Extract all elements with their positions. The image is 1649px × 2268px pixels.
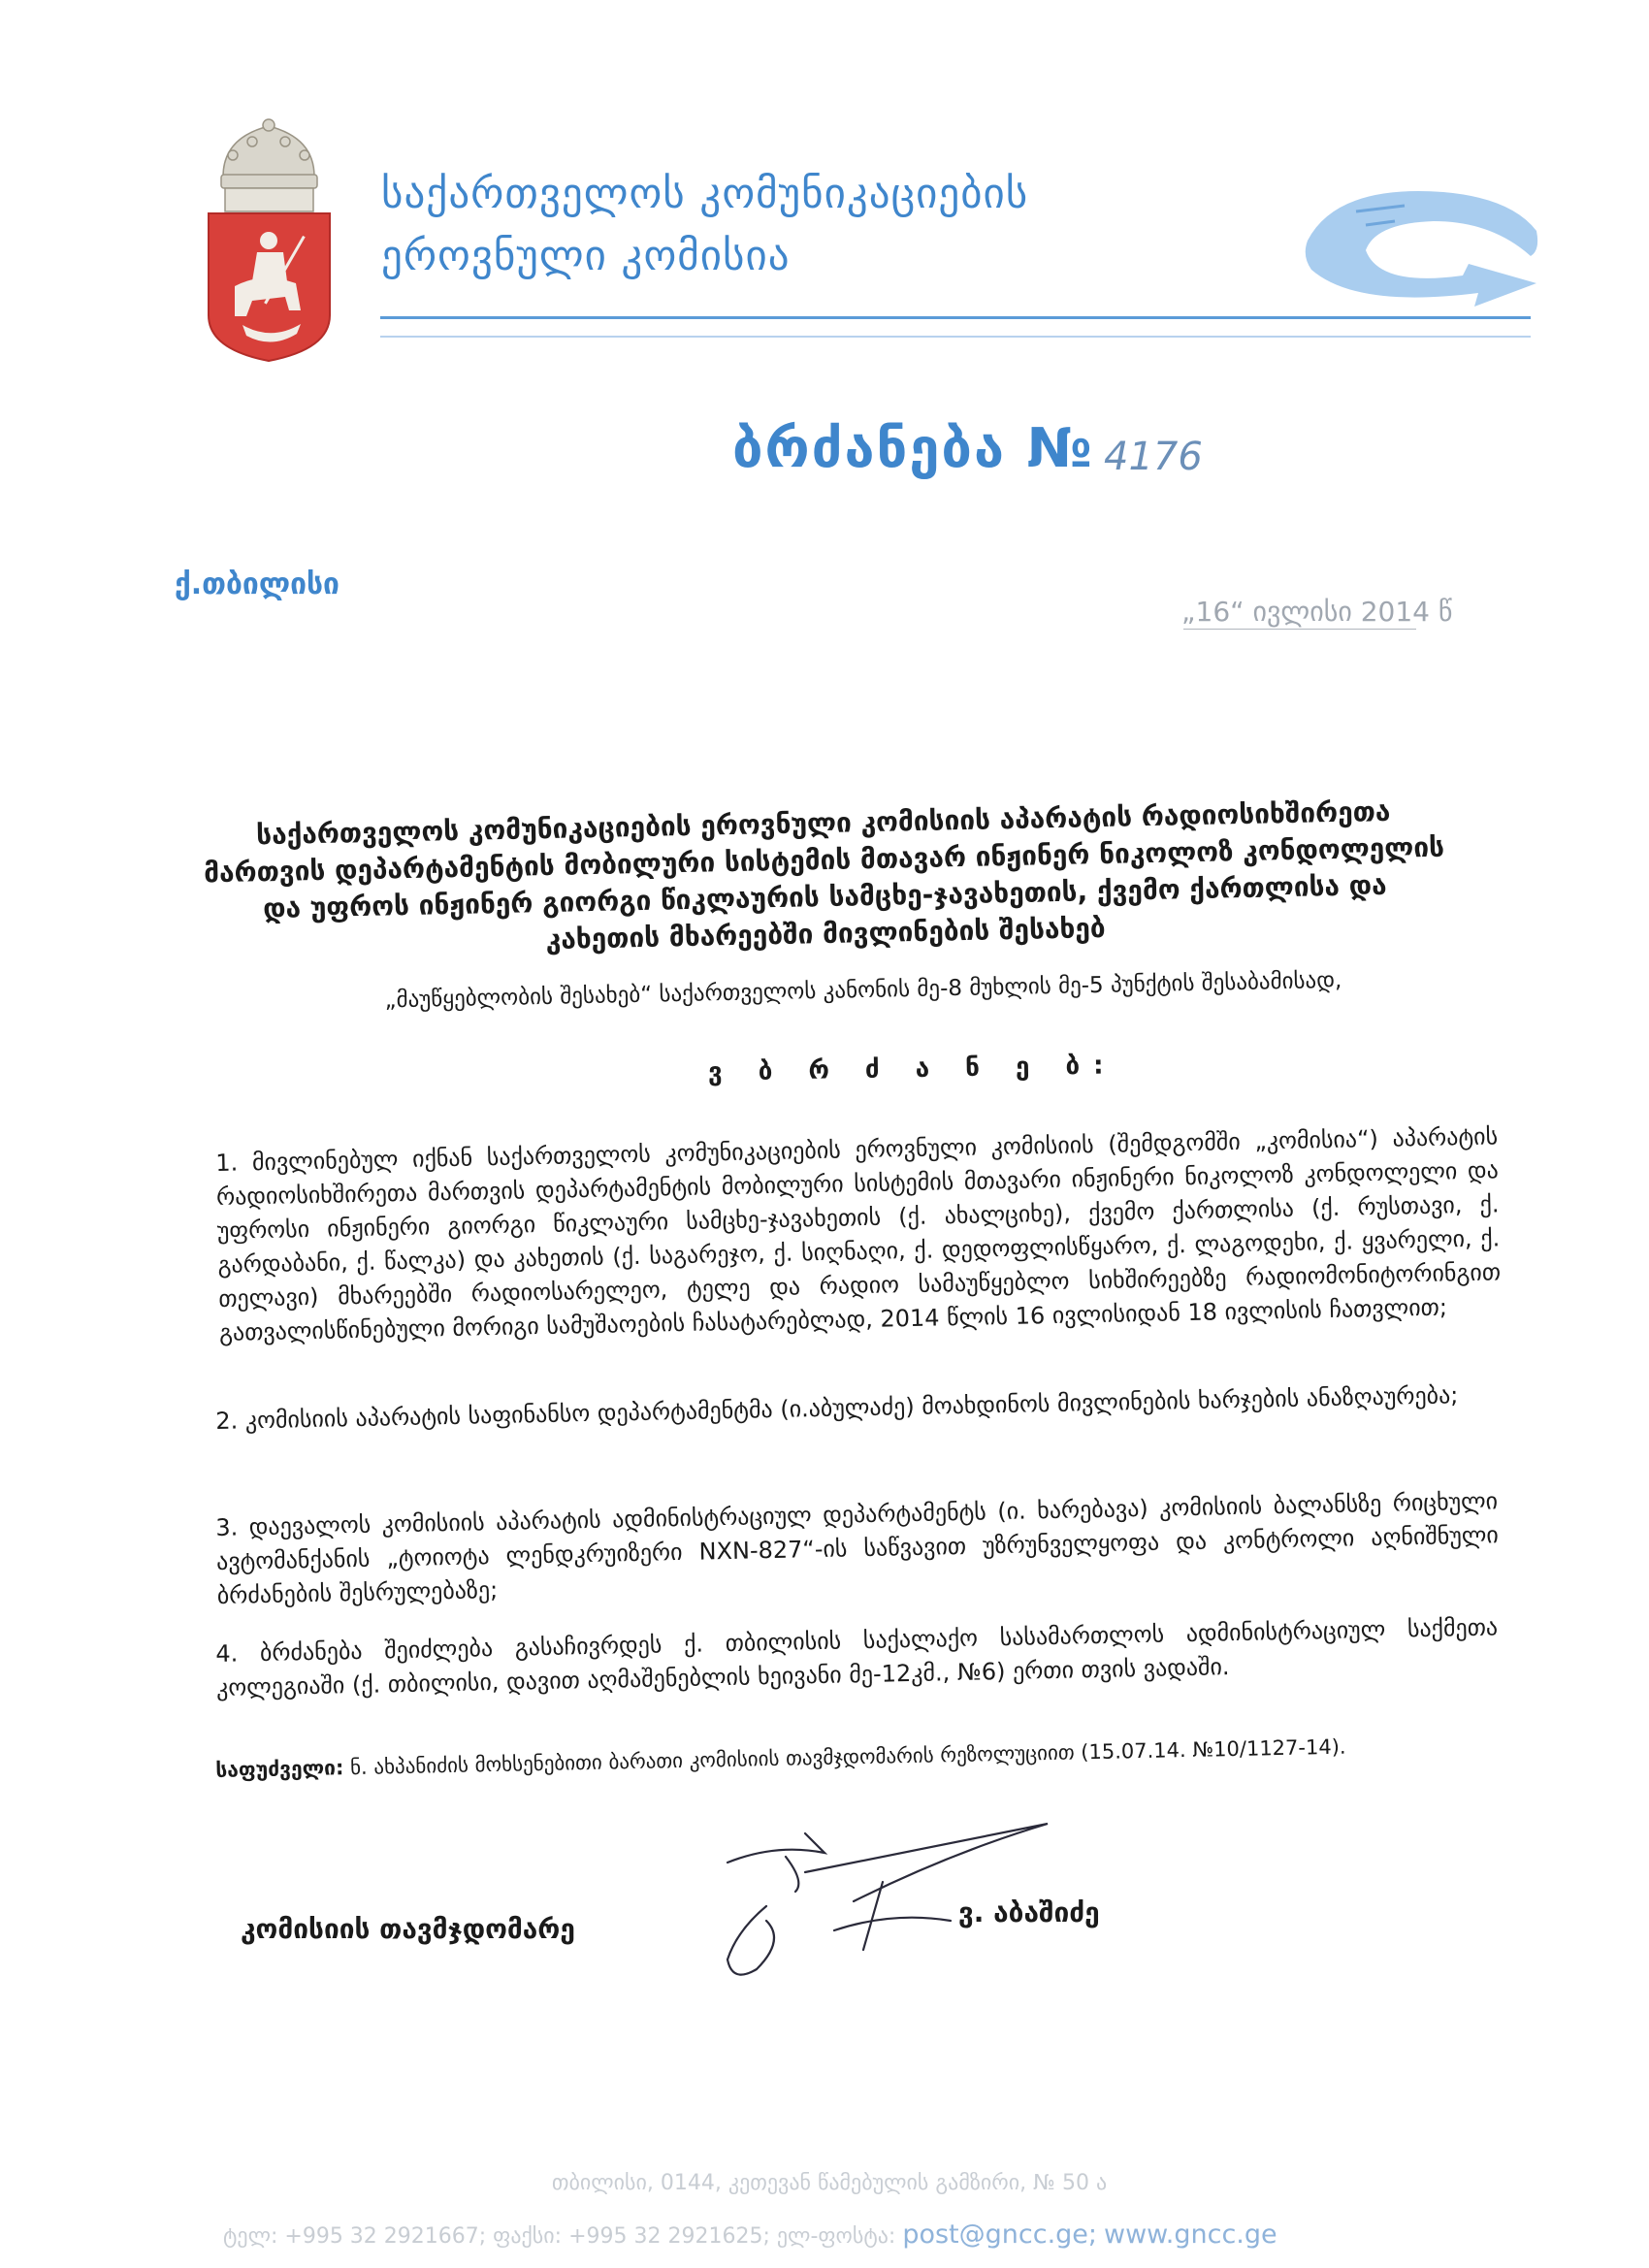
organization-name-line-1: საქართველოს კომუნიკაციების [381,170,1029,218]
basis-footnote [215,1729,1505,1785]
coat-of-arms-emblem [204,116,335,364]
order-subject: საქართველოს კომუნიკაციების ეროვნული კომისიის აპარატის რადიოსიხშირეთა მართვის დეპარტამენტის მობილური სისტემის მთავარ ინჟინერ ნიკოლოზ კონდოლელის და უფროს ინჟინერ გიორგი წიკლაურის სამცხე-ჯავახეთის, ქვემო ქართლისა და კახეთის მხარეებში მივლინების შესახებ [203,794,1445,956]
date-underline [1183,629,1416,630]
issue-date [1181,596,1452,628]
footer-contacts [223,2219,1445,2250]
header-divider [380,316,1531,319]
signatory-title: კომისიის თავმჯდომარე [241,1913,575,1945]
date-year: 2014 წ [1360,596,1453,628]
footer-address: თბილისი, 0144, კეთევან წამებულის გამზირი, № 50 ა [551,2171,1108,2195]
order-paragraph-3: 3. დაევალოს კომისიის აპარატის ადმინისტრაციულ დეპარტამენტს (ი. ხარებავა) კომისიის ბალანსზე რიცხული ავტომანქანის „ტოიოტა ლენდკრუიზერი NXN-827“-ის საწვავით უზრუნველყოფა და კონტროლი აღნიშნული ბრძანების შესრულებაზე; [215,1487,1500,1609]
date-day: „16“ [1181,596,1245,628]
organization-name-line-2: ეროვნული კომისია [381,232,791,280]
footer-phone-fax: ტელ: +995 32 2921667; ფაქსი: +995 32 2921625; ელ-ფოსტა: [223,2224,896,2249]
order-paragraph-1: 1. მივლინებულ იქნან საქართველოს კომუნიკაციების ეროვნული კომისიის (შემდგომში „კომისია“) აპარატის რადიოსიხშირეთა მართვის დეპარტამენტის მობილური სისტემის მთავარი ინჟინერი ნიკოლოზ კონდოლელი და უფროსი ინჟინერი გიორგი წიკლაური სამცხე-ჯავახეთის (ქ. ახალციხე), ქვემო ქართლისა (ქ. რუსთავი, ქ. გარდაბანი, ქ. წალკა) და კახეთის (ქ. საგარეჯო, ქ. სიღნაღი, ქ. დედოფლისწყარო, ქ. ლაგოდეხი, ქ. ყვარელი, ქ. თელავი) მხარეებში რადიოსარელეო, ტელე და რადიო სამაუწყებლო სიხშირეებზე რადიომონიტორინგით გათვალისწინებული მორიგი სამუშაოების ჩასატარებლად, 2014 წლის 16 ივლისიდან 18 ივლისის ჩათვლით; [215,1122,1502,1346]
issue-city: ქ.თბილისი [175,567,340,601]
header-divider-secondary [380,336,1531,338]
order-heading: ვ ბ რ ძ ა ნ ე ბ: [707,1051,1117,1087]
basis-footnote-label: საფუძველი: [215,1756,344,1782]
organization-name [381,163,1254,287]
order-paragraph-2: 2. კომისიის აპარატის საფინანსო დეპარტამენტმა (ი.აბულაძე) მოახდინოს მივლინების ხარჯების ანაზღაურება; [215,1381,1459,1435]
date-month: ივლისი [1252,596,1352,628]
legal-basis-line: „მაუწყებლობის შესახებ“ საქართველოს კანონის მე-8 მუხლის მე-5 პუნქტის შესაბამისად, [384,967,1342,1014]
document-title: ბრძანება № [732,417,1094,480]
footer-website-link[interactable]: www.gncc.ge [1104,2219,1277,2250]
order-number: 4176 [1104,435,1203,479]
footer-email-link[interactable]: post@gncc.ge; [902,2219,1097,2250]
commission-logo [1298,182,1546,308]
signatory-name: ვ. აბაშიძე [958,1896,1100,1928]
basis-footnote-text: ნ. ახპანიძის მოხსენებითი ბარათი კომისიის თავმჯდომარის რეზოლუციით (15.07.14. №10/1127-14). [349,1734,1346,1780]
order-paragraph-4: 4. ბრძანება შეიძლება გასაჩივრდეს ქ. თბილისის საქალაქო სასამართლოს ადმინისტრაციულ საქმეთა კოლეგიაში (ქ. თბილისი, დავით აღმაშენებლის ხეივანი მე-12კმ., №6) ერთი თვის ვადაში. [215,1613,1499,1701]
